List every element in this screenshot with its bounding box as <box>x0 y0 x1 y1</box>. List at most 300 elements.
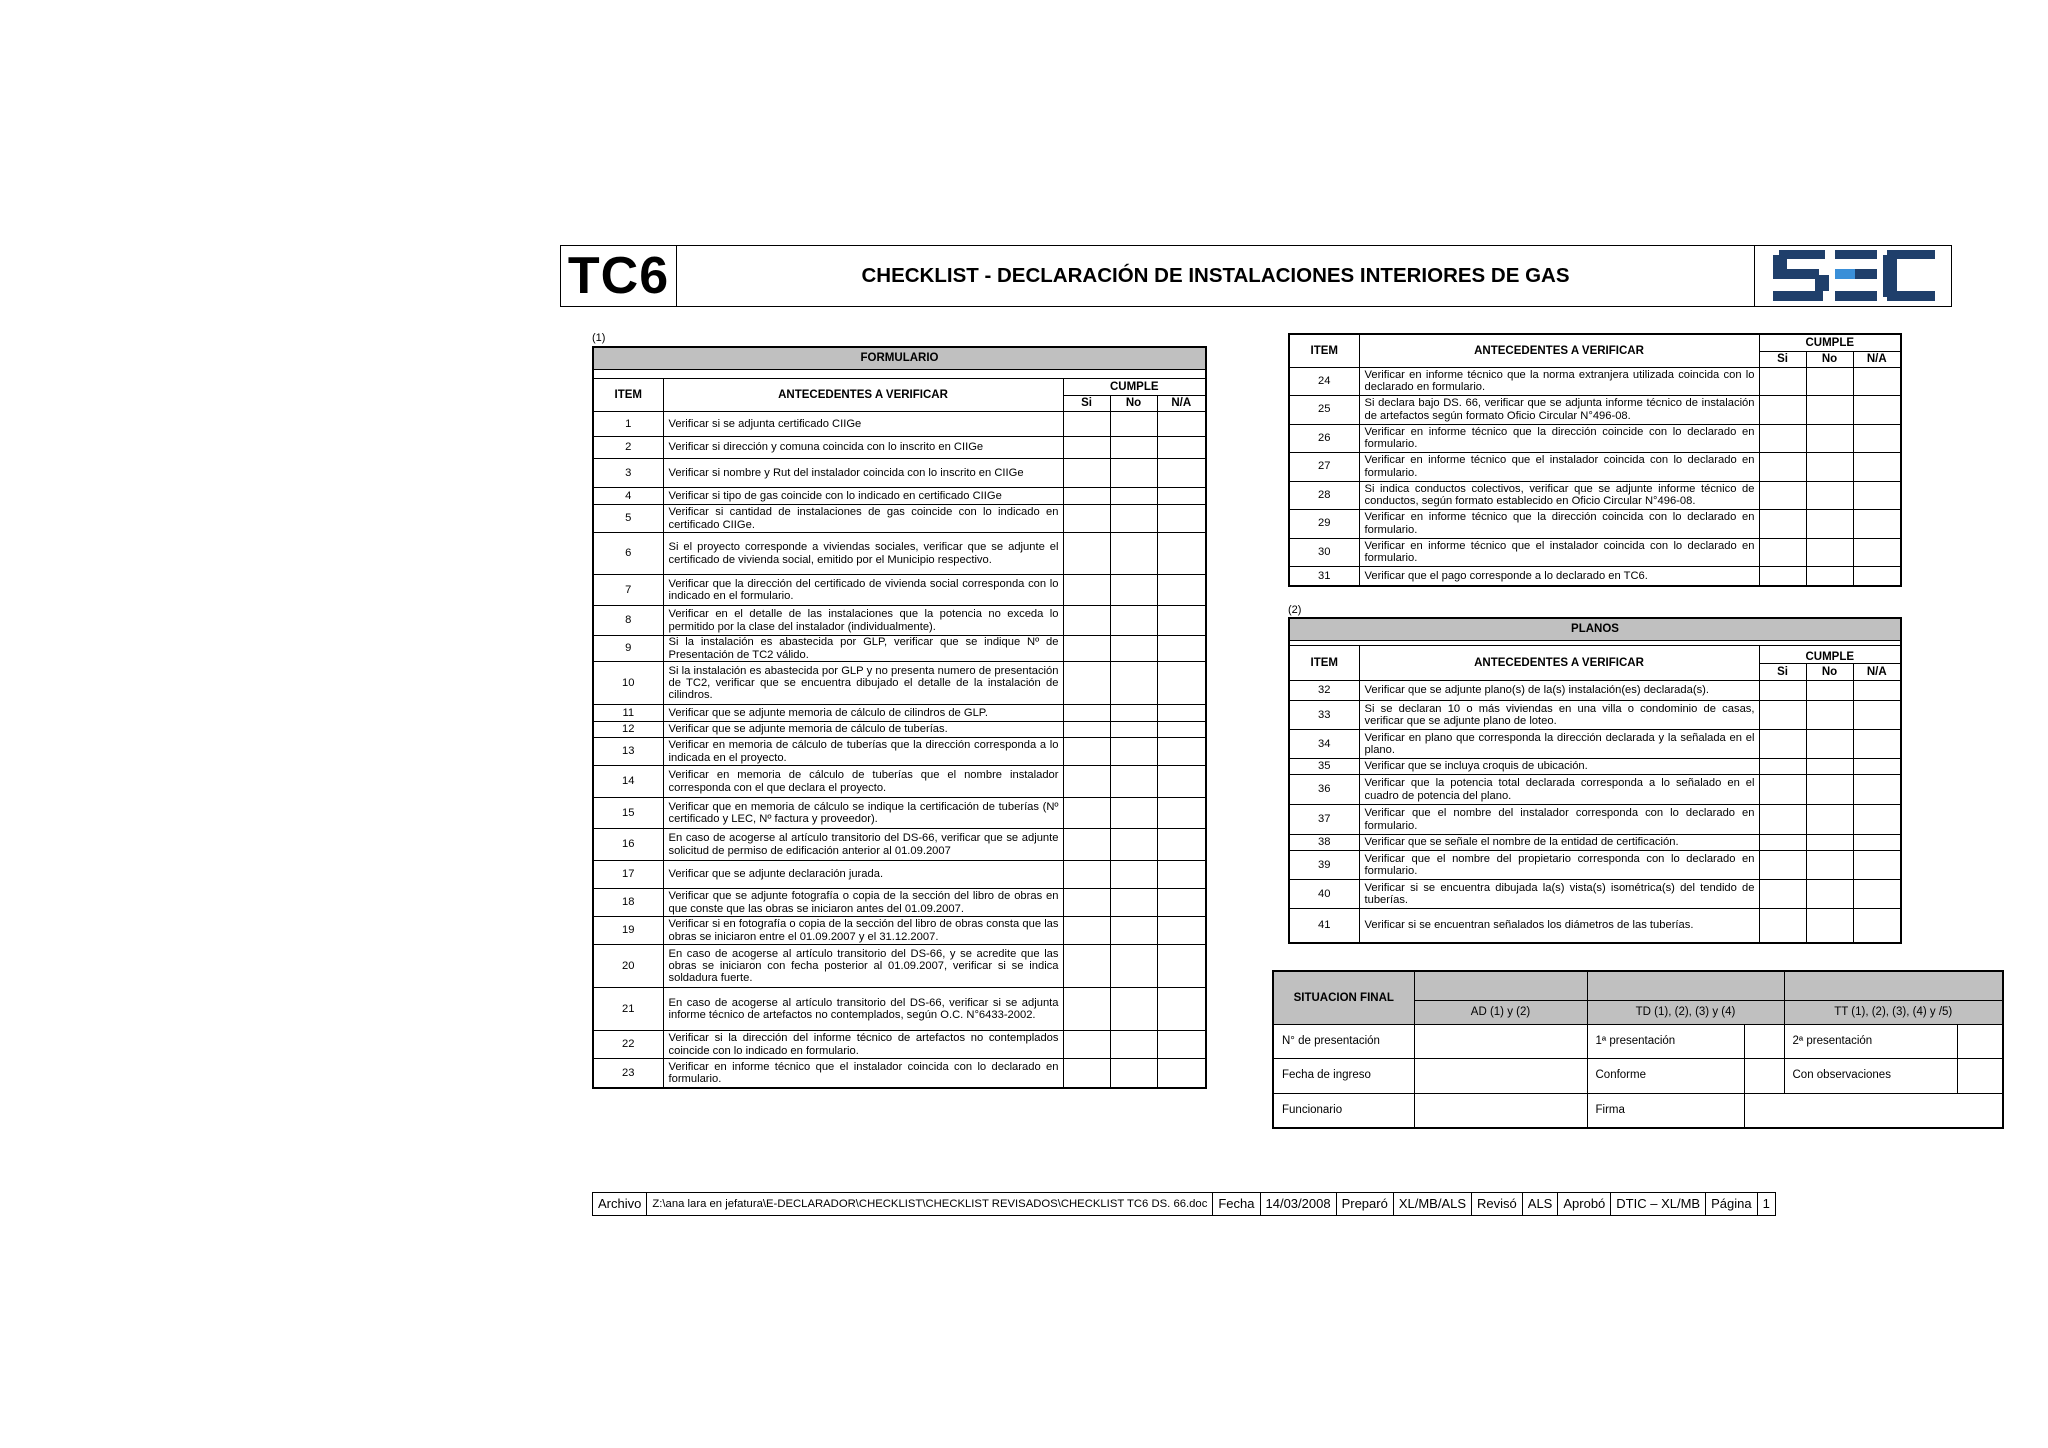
item-description: Si la instalación es abastecida por GLP, verificar que se indique Nº de Presentación de TC2 válido. <box>663 636 1063 662</box>
cumple-na-box[interactable] <box>1853 538 1901 566</box>
cumple-na-box[interactable] <box>1853 835 1901 851</box>
cumple-si-box[interactable] <box>1759 509 1806 538</box>
item-description: Verificar en informe técnico que el instalador coincida con lo declarado en formulario. <box>663 1059 1063 1088</box>
item-number: 24 <box>1289 367 1359 395</box>
cumple-no-box[interactable] <box>1110 533 1157 575</box>
checklist-row <box>593 722 1206 738</box>
cumple-si-box[interactable] <box>1063 412 1110 437</box>
checklist-row <box>593 505 1206 533</box>
cumple-si-box[interactable] <box>1063 488 1110 505</box>
checklist-row <box>593 945 1206 988</box>
item-description: Verificar que la dirección del certificado de vivienda social corresponda con lo indicado en el formulario. <box>663 575 1063 606</box>
fecha-ingreso-label: Fecha de ingreso <box>1273 1058 1414 1093</box>
item-number: 23 <box>593 1059 663 1088</box>
checklist-row <box>593 412 1206 437</box>
item-number: 35 <box>1289 759 1359 775</box>
cumple-no-box[interactable] <box>1806 880 1853 909</box>
col-si: Si <box>1063 396 1110 412</box>
col-cumple: CUMPLE <box>1759 646 1901 664</box>
item-number: 28 <box>1289 481 1359 509</box>
item-number: 9 <box>593 636 663 662</box>
con-observaciones-label: Con observaciones <box>1784 1058 1957 1093</box>
cumple-no-box[interactable] <box>1806 730 1853 759</box>
cumple-no-box[interactable] <box>1110 459 1157 488</box>
sec-logo <box>1754 246 1951 306</box>
cumple-si-box[interactable] <box>1063 533 1110 575</box>
item-description: Verificar si cantidad de instalaciones de gas coincide con lo indicado en certificado CIIGe. <box>663 505 1063 533</box>
col-antecedentes: ANTECEDENTES A VERIFICAR <box>663 379 1063 412</box>
cumple-no-box[interactable] <box>1110 861 1157 889</box>
checklist-row <box>593 861 1206 889</box>
item-number: 12 <box>593 722 663 738</box>
item-number: 13 <box>593 738 663 766</box>
cumple-si-box[interactable] <box>1759 367 1806 395</box>
item-description: Verificar que se adjunte memoria de cálculo de tuberías. <box>663 722 1063 738</box>
cumple-si-box[interactable] <box>1063 861 1110 889</box>
col-cumple: CUMPLE <box>1063 379 1206 396</box>
item-number: 22 <box>593 1031 663 1059</box>
cumple-no-box[interactable] <box>1806 481 1853 509</box>
preparo-value: XL/MB/ALS <box>1393 1193 1471 1216</box>
cumple-na-box[interactable] <box>1157 437 1206 459</box>
checklist-row <box>593 1031 1206 1059</box>
col-na: N/A <box>1157 396 1206 412</box>
col-no: No <box>1806 664 1853 681</box>
checklist-row <box>1289 775 1901 805</box>
document-header <box>560 245 1952 307</box>
item-number: 11 <box>593 705 663 722</box>
checklist-row <box>593 533 1206 575</box>
cumple-no-box[interactable] <box>1110 1059 1157 1088</box>
cumple-na-box[interactable] <box>1853 701 1901 730</box>
cumple-no-box[interactable] <box>1110 606 1157 636</box>
cumple-na-box[interactable] <box>1157 945 1206 988</box>
item-number: 30 <box>1289 538 1359 566</box>
checklist-row <box>593 1059 1206 1088</box>
checklist-row <box>593 575 1206 606</box>
cumple-si-box[interactable] <box>1063 437 1110 459</box>
cumple-no-box[interactable] <box>1110 662 1157 705</box>
col-na: N/A <box>1853 351 1901 367</box>
cumple-no-box[interactable] <box>1806 509 1853 538</box>
checklist-row <box>593 705 1206 722</box>
aprobo-label: Aprobó <box>1558 1193 1611 1216</box>
item-description: Verificar que en memoria de cálculo se indique la certificación de tuberías (Nº certificado y LEC, Nº factura y proveedor). <box>663 798 1063 829</box>
presentacion-label: N° de presentación <box>1273 1024 1414 1058</box>
item-description: Verificar que se adjunte memoria de cálculo de cilindros de GLP. <box>663 705 1063 722</box>
cumple-no-box[interactable] <box>1110 829 1157 861</box>
checklist-row <box>1289 566 1901 586</box>
item-number: 26 <box>1289 424 1359 452</box>
cumple-na-box[interactable] <box>1853 730 1901 759</box>
segunda-presentacion-box[interactable] <box>1957 1024 2003 1058</box>
cumple-na-box[interactable] <box>1157 988 1206 1031</box>
cumple-na-box[interactable] <box>1157 722 1206 738</box>
cumple-si-box[interactable] <box>1063 459 1110 488</box>
cumple-na-box[interactable] <box>1157 459 1206 488</box>
cumple-na-box[interactable] <box>1157 798 1206 829</box>
cumple-si-box[interactable] <box>1759 424 1806 452</box>
cumple-si-box[interactable] <box>1063 766 1110 798</box>
preparo-label: Preparó <box>1336 1193 1393 1216</box>
cumple-si-box[interactable] <box>1063 662 1110 705</box>
cumple-na-box[interactable] <box>1853 805 1901 835</box>
item-description: Verificar que se señale el nombre de la entidad de certificación. <box>1359 835 1759 851</box>
cumple-na-box[interactable] <box>1853 452 1901 481</box>
planos-title: PLANOS <box>1289 618 1901 641</box>
cumple-na-box[interactable] <box>1157 738 1206 766</box>
item-number: 27 <box>1289 452 1359 481</box>
cumple-na-box[interactable] <box>1157 1059 1206 1088</box>
cumple-na-box[interactable] <box>1853 509 1901 538</box>
col-antecedentes: ANTECEDENTES A VERIFICAR <box>1359 646 1759 681</box>
cumple-na-box[interactable] <box>1157 766 1206 798</box>
col-si: Si <box>1759 351 1806 367</box>
checklist-row <box>1289 805 1901 835</box>
cumple-no-box[interactable] <box>1806 701 1853 730</box>
item-number: 19 <box>593 917 663 945</box>
cumple-na-box[interactable] <box>1853 775 1901 805</box>
item-description: Si indica conductos colectivos, verificar que se adjunte informe técnico de conductos, según formato establecido en Oficio Circular N°496-08. <box>1359 481 1759 509</box>
col-no: No <box>1806 351 1853 367</box>
cumple-si-box[interactable] <box>1063 1059 1110 1088</box>
item-description: Verificar en memoria de cálculo de tuberías que la dirección corresponda a lo indicada en el proyecto. <box>663 738 1063 766</box>
cumple-no-box[interactable] <box>1110 412 1157 437</box>
item-number: 15 <box>593 798 663 829</box>
checklist-row <box>593 488 1206 505</box>
item-number: 2 <box>593 437 663 459</box>
checklist-row <box>593 798 1206 829</box>
item-number: 3 <box>593 459 663 488</box>
fecha-value: 14/03/2008 <box>1260 1193 1336 1216</box>
item-description: Verificar si se encuentran señalados los diámetros de las tuberías. <box>1359 909 1759 943</box>
cumple-na-box[interactable] <box>1853 880 1901 909</box>
cumple-no-box[interactable] <box>1806 566 1853 586</box>
cumple-no-box[interactable] <box>1110 1031 1157 1059</box>
item-description: Verificar que se incluya croquis de ubicación. <box>1359 759 1759 775</box>
item-description: Verificar que se adjunte declaración jurada. <box>663 861 1063 889</box>
sec-logo-icon <box>1765 247 1941 305</box>
cumple-si-box[interactable] <box>1759 730 1806 759</box>
item-description: Verificar en informe técnico que la norma extranjera utilizada coincida con lo declarado en formulario. <box>1359 367 1759 395</box>
situacion-final-table <box>1272 970 2004 1129</box>
item-description: Verificar en informe técnico que la dirección coincida con lo declarado en formulario. <box>1359 509 1759 538</box>
cumple-no-box[interactable] <box>1110 988 1157 1031</box>
segunda-presentacion-label: 2ª presentación <box>1784 1024 1957 1058</box>
cumple-no-box[interactable] <box>1806 681 1853 701</box>
item-description: Verificar si se encuentra dibujada la(s) vista(s) isométrica(s) del tendido de tuberías. <box>1359 880 1759 909</box>
cumple-si-box[interactable] <box>1759 775 1806 805</box>
cumple-no-box[interactable] <box>1806 835 1853 851</box>
cumple-na-box[interactable] <box>1853 851 1901 880</box>
funcionario-label: Funcionario <box>1273 1093 1414 1128</box>
cumple-si-box[interactable] <box>1759 566 1806 586</box>
cumple-no-box[interactable] <box>1806 367 1853 395</box>
cumple-na-box[interactable] <box>1157 412 1206 437</box>
checklist-row <box>1289 909 1901 943</box>
item-number: 31 <box>1289 566 1359 586</box>
item-description: Verificar en informe técnico que la dirección coincide con lo declarado en formulario. <box>1359 424 1759 452</box>
item-number: 1 <box>593 412 663 437</box>
document-footer <box>592 1192 1776 1216</box>
item-description: Verificar que la potencia total declarada corresponda a lo señalado en el cuadro de potencia del plano. <box>1359 775 1759 805</box>
item-description: En caso de acogerse al artículo transitorio del DS-66, verificar que se adjunte solicitud de permiso de edificación anterior al 01.09.2007 <box>663 829 1063 861</box>
planos-rows <box>1289 681 1901 943</box>
cumple-si-box[interactable] <box>1063 606 1110 636</box>
cumple-na-box[interactable] <box>1853 566 1901 586</box>
col-si: Si <box>1759 664 1806 681</box>
item-description: Verificar en plano que corresponda la dirección declarada y la señalada en el plano. <box>1359 730 1759 759</box>
cumple-na-box[interactable] <box>1853 909 1901 943</box>
checklist-row <box>1289 835 1901 851</box>
checklist-row <box>1289 759 1901 775</box>
item-description: Verificar que el nombre del propietario corresponda con lo declarado en formulario. <box>1359 851 1759 880</box>
document-title: CHECKLIST - DECLARACIÓN DE INSTALACIONES INTERIORES DE GAS <box>861 264 1570 287</box>
checklist-row <box>1289 509 1901 538</box>
cumple-si-box[interactable] <box>1759 452 1806 481</box>
cumple-si-box[interactable] <box>1759 395 1806 424</box>
checklist-row <box>1289 367 1901 395</box>
reviso-value: ALS <box>1522 1193 1558 1216</box>
cumple-no-box[interactable] <box>1806 452 1853 481</box>
cumple-si-box[interactable] <box>1759 880 1806 909</box>
primera-presentacion-label: 1ª presentación <box>1587 1024 1744 1058</box>
item-number: 32 <box>1289 681 1359 701</box>
cumple-si-box[interactable] <box>1759 805 1806 835</box>
cumple-na-box[interactable] <box>1853 681 1901 701</box>
cumple-na-box[interactable] <box>1157 488 1206 505</box>
cumple-no-box[interactable] <box>1110 705 1157 722</box>
item-number: 38 <box>1289 835 1359 851</box>
cumple-no-box[interactable] <box>1110 505 1157 533</box>
checklist-row <box>1289 880 1901 909</box>
item-description: Verificar si se adjunta certificado CIIGe <box>663 412 1063 437</box>
cumple-si-box[interactable] <box>1063 738 1110 766</box>
cumple-no-box[interactable] <box>1806 759 1853 775</box>
cumple-na-box[interactable] <box>1157 705 1206 722</box>
fecha-ingreso-cell[interactable] <box>1414 1058 1587 1093</box>
item-number: 36 <box>1289 775 1359 805</box>
checklist-row <box>1289 730 1901 759</box>
pagina-label: Página <box>1706 1193 1757 1216</box>
cumple-na-box[interactable] <box>1157 829 1206 861</box>
firma-cell[interactable] <box>1744 1093 2003 1128</box>
item-number: 10 <box>593 662 663 705</box>
item-description: Verificar si tipo de gas coincide con lo indicado en certificado CIIGe <box>663 488 1063 505</box>
item-description: Verificar si dirección y comuna coincida con lo inscrito en CIIGe <box>663 437 1063 459</box>
cumple-na-box[interactable] <box>1157 917 1206 945</box>
item-number: 29 <box>1289 509 1359 538</box>
cumple-no-box[interactable] <box>1110 738 1157 766</box>
cumple-si-box[interactable] <box>1063 917 1110 945</box>
form-code: TC6 <box>561 246 677 306</box>
cumple-na-box[interactable] <box>1853 424 1901 452</box>
cumple-si-box[interactable] <box>1063 829 1110 861</box>
fecha-label: Fecha <box>1213 1193 1260 1216</box>
checklist-row <box>593 766 1206 798</box>
item-number: 4 <box>593 488 663 505</box>
cumple-na-box[interactable] <box>1853 395 1901 424</box>
cumple-si-box[interactable] <box>1063 945 1110 988</box>
cumple-si-box[interactable] <box>1063 988 1110 1031</box>
item-description: Si se declaran 10 o más viviendas en una villa o condominio de casas, verificar que se adjunte plano de loteo. <box>1359 701 1759 730</box>
cumple-no-box[interactable] <box>1110 636 1157 662</box>
situacion-final-title: SITUACION FINAL <box>1273 971 1414 1024</box>
checklist-row <box>1289 681 1901 701</box>
cumple-no-box[interactable] <box>1806 805 1853 835</box>
item-number: 37 <box>1289 805 1359 835</box>
cumple-si-box[interactable] <box>1759 538 1806 566</box>
conforme-label: Conforme <box>1587 1058 1744 1093</box>
formulario-cont-rows <box>1289 367 1901 586</box>
cumple-na-box[interactable] <box>1853 759 1901 775</box>
cumple-no-box[interactable] <box>1806 538 1853 566</box>
cumple-si-box[interactable] <box>1063 705 1110 722</box>
checklist-row <box>1289 851 1901 880</box>
cumple-si-box[interactable] <box>1759 481 1806 509</box>
col-na: N/A <box>1853 664 1901 681</box>
cumple-si-box[interactable] <box>1063 889 1110 917</box>
cumple-no-box[interactable] <box>1110 889 1157 917</box>
item-number: 16 <box>593 829 663 861</box>
item-description: Si declara bajo DS. 66, verificar que se adjunta informe técnico de instalación de artefactos según formato Oficio Circular N°496-08. <box>1359 395 1759 424</box>
checklist-row <box>593 889 1206 917</box>
checklist-row <box>593 738 1206 766</box>
cumple-si-box[interactable] <box>1759 851 1806 880</box>
checklist-row <box>1289 395 1901 424</box>
item-description: En caso de acogerse al artículo transitorio del DS-66, verificar si se adjunta informe técnico de artefactos no contemplados, según O.C. N°6433-2002. <box>663 988 1063 1031</box>
con-observaciones-box[interactable] <box>1957 1058 2003 1093</box>
cumple-no-box[interactable] <box>1806 424 1853 452</box>
cumple-no-box[interactable] <box>1806 909 1853 943</box>
cumple-si-box[interactable] <box>1063 722 1110 738</box>
formulario-table <box>592 346 1207 1089</box>
cumple-si-box[interactable] <box>1759 701 1806 730</box>
checklist-row <box>593 662 1206 705</box>
cumple-si-box[interactable] <box>1063 798 1110 829</box>
item-number: 8 <box>593 606 663 636</box>
item-description: Verificar que se adjunte fotografía o copia de la sección del libro de obras en que conste que las obras se iniciaron antes del 01.09.2007. <box>663 889 1063 917</box>
cumple-si-box[interactable] <box>1759 835 1806 851</box>
checklist-row <box>593 829 1206 861</box>
item-description: Verificar en informe técnico que el instalador coincida con lo declarado en formulario. <box>1359 538 1759 566</box>
checklist-row <box>593 437 1206 459</box>
cumple-na-box[interactable] <box>1853 481 1901 509</box>
cumple-no-box[interactable] <box>1110 917 1157 945</box>
cumple-no-box[interactable] <box>1806 775 1853 805</box>
item-description: Verificar si nombre y Rut del instalador coincida con lo inscrito en CIIGe <box>663 459 1063 488</box>
reviso-label: Revisó <box>1472 1193 1523 1216</box>
cumple-na-box[interactable] <box>1157 1031 1206 1059</box>
conforme-box[interactable] <box>1744 1058 1784 1093</box>
cumple-no-box[interactable] <box>1110 766 1157 798</box>
item-description: Verificar que el nombre del instalador corresponda con lo declarado en formulario. <box>1359 805 1759 835</box>
item-number: 17 <box>593 861 663 889</box>
item-description: Verificar si la dirección del informe técnico de artefactos no contemplados coincide con lo indicado en formulario. <box>663 1031 1063 1059</box>
item-description: Si el proyecto corresponde a viviendas sociales, verificar que se adjunte el certificado de vivienda social, emitido por el Municipio respectivo. <box>663 533 1063 575</box>
primera-presentacion-box[interactable] <box>1744 1024 1784 1058</box>
col-item: ITEM <box>1289 334 1359 367</box>
checklist-row <box>1289 701 1901 730</box>
item-number: 5 <box>593 505 663 533</box>
cumple-si-box[interactable] <box>1759 909 1806 943</box>
col-tt: TT (1), (2), (3), (4) y /5) <box>1784 1000 2003 1024</box>
archivo-path: Z:\ana lara en jefatura\E-DECLARADOR\CHECKLIST\CHECKLIST REVISADOS\CHECKLIST TC6 DS. 66.doc <box>647 1193 1213 1216</box>
cumple-no-box[interactable] <box>1110 798 1157 829</box>
funcionario-cell[interactable] <box>1414 1093 1587 1128</box>
cumple-na-box[interactable] <box>1157 662 1206 705</box>
cumple-na-box[interactable] <box>1157 575 1206 606</box>
checklist-row <box>593 606 1206 636</box>
col-antecedentes: ANTECEDENTES A VERIFICAR <box>1359 334 1759 367</box>
item-description: En caso de acogerse al artículo transitorio del DS-66, y se acredite que las obras se iniciaron con fecha posterior al 01.09.2007, verificar si se indica soldadura fuerte. <box>663 945 1063 988</box>
planos-table <box>1288 617 1902 944</box>
cumple-na-box[interactable] <box>1157 505 1206 533</box>
checklist-row <box>593 459 1206 488</box>
cumple-si-box[interactable] <box>1759 681 1806 701</box>
cumple-na-box[interactable] <box>1157 636 1206 662</box>
cumple-na-box[interactable] <box>1157 889 1206 917</box>
item-number: 39 <box>1289 851 1359 880</box>
checklist-row <box>1289 481 1901 509</box>
item-number: 25 <box>1289 395 1359 424</box>
item-description: Verificar que el pago corresponde a lo declarado en TC6. <box>1359 566 1759 586</box>
col-td: TD (1), (2), (3) y (4) <box>1587 1000 1784 1024</box>
col-cumple: CUMPLE <box>1759 334 1901 351</box>
item-number: 6 <box>593 533 663 575</box>
firma-label: Firma <box>1587 1093 1744 1128</box>
item-number: 33 <box>1289 701 1359 730</box>
cumple-no-box[interactable] <box>1110 437 1157 459</box>
checklist-row <box>593 917 1206 945</box>
aprobo-value: DTIC – XL/MB <box>1611 1193 1706 1216</box>
cumple-si-box[interactable] <box>1063 575 1110 606</box>
cumple-no-box[interactable] <box>1806 395 1853 424</box>
item-description: Verificar si en fotografía o copia de la sección del libro de obras consta que las obras se iniciaron entre el 01.09.2007 y el 31.12.2007. <box>663 917 1063 945</box>
item-number: 40 <box>1289 880 1359 909</box>
cumple-si-box[interactable] <box>1063 636 1110 662</box>
checklist-row <box>1289 452 1901 481</box>
cumple-na-box[interactable] <box>1157 606 1206 636</box>
checklist-row <box>1289 424 1901 452</box>
cumple-no-box[interactable] <box>1110 575 1157 606</box>
item-number: 18 <box>593 889 663 917</box>
item-number: 14 <box>593 766 663 798</box>
note-1: (1) <box>592 332 606 344</box>
cumple-si-box[interactable] <box>1759 759 1806 775</box>
item-number: 34 <box>1289 730 1359 759</box>
col-item: ITEM <box>593 379 663 412</box>
cumple-no-box[interactable] <box>1110 945 1157 988</box>
checklist-row <box>593 988 1206 1031</box>
cumple-na-box[interactable] <box>1157 861 1206 889</box>
formulario-title: FORMULARIO <box>593 347 1206 370</box>
cumple-no-box[interactable] <box>1806 851 1853 880</box>
formulario-cont-table <box>1288 333 1902 587</box>
cumple-no-box[interactable] <box>1110 722 1157 738</box>
checklist-row <box>593 636 1206 662</box>
col-item: ITEM <box>1289 646 1359 681</box>
item-number: 20 <box>593 945 663 988</box>
item-description: Verificar en memoria de cálculo de tuberías que el nombre instalador corresponda con el que declara el proyecto. <box>663 766 1063 798</box>
item-description: Si la instalación es abastecida por GLP y no presenta numero de presentación de TC2, verificar que se encuentra dibujado el detalle de la instalación de cilindros. <box>663 662 1063 705</box>
presentacion-ad-cell[interactable] <box>1414 1024 1587 1058</box>
cumple-no-box[interactable] <box>1110 488 1157 505</box>
cumple-si-box[interactable] <box>1063 505 1110 533</box>
cumple-si-box[interactable] <box>1063 1031 1110 1059</box>
cumple-na-box[interactable] <box>1853 367 1901 395</box>
cumple-na-box[interactable] <box>1157 533 1206 575</box>
